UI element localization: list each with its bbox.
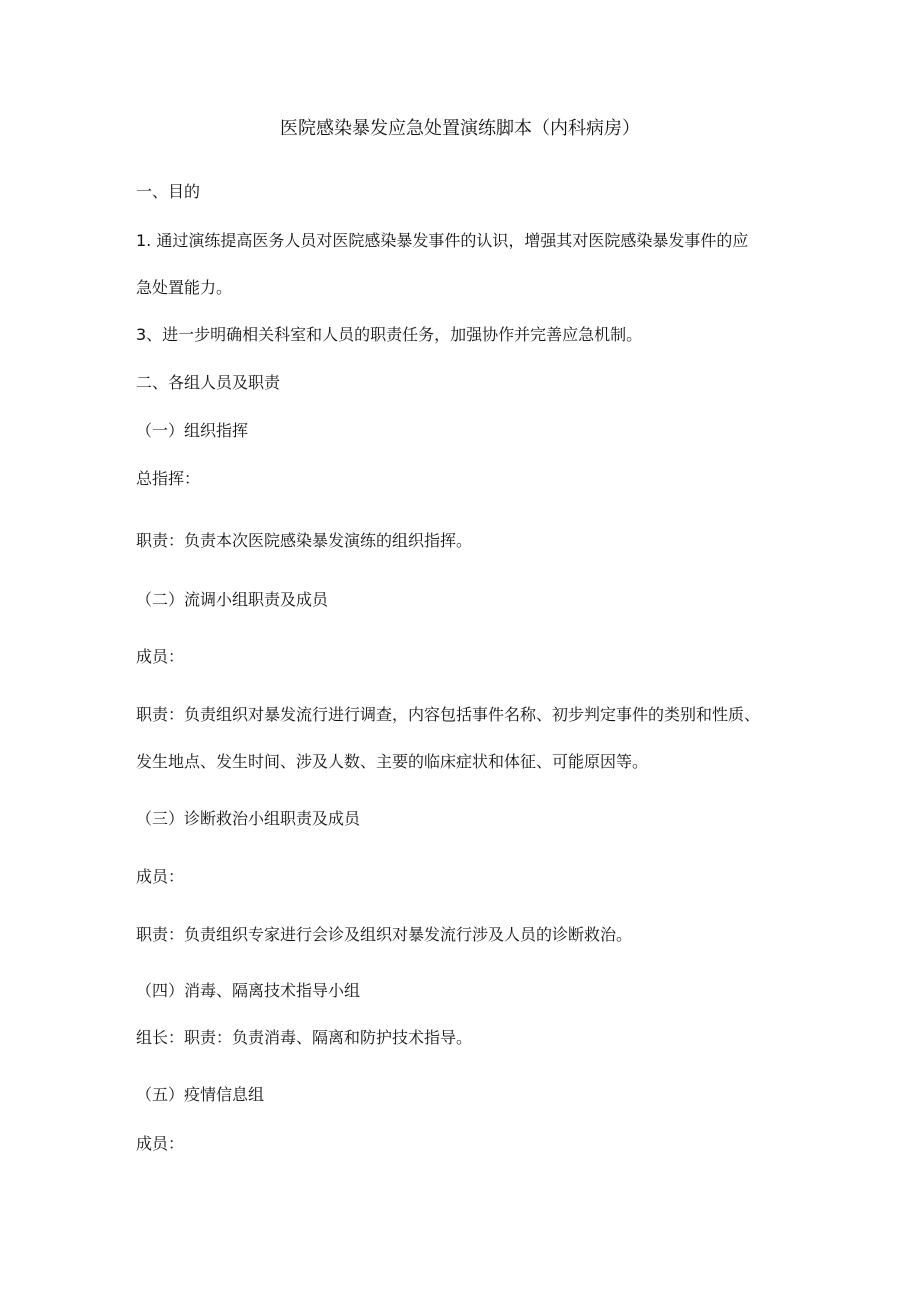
subsection-heading: （一）组织指挥 [136,421,249,440]
paragraph-line: 职责：负责组织对暴发流行进行调查，内容包括事件名称、初步判定事件的类别和性质、 [136,705,761,724]
paragraph-line: 职责：负责本次医院感染暴发演练的组织指挥。 [136,531,473,550]
subsection-heading: （二）流调小组职责及成员 [136,590,329,609]
subsection-heading: （三）诊断救治小组职责及成员 [136,809,361,828]
section-heading-purpose: 一、目的 [136,182,201,201]
paragraph-line: 急处置能力。 [136,278,233,297]
subsection-heading: （四）消毒、隔离技术指导小组 [136,981,361,1000]
paragraph-line: 3、进一步明确相关科室和人员的职责任务，加强协作并完善应急机制。 [136,325,643,344]
paragraph-line: 组长：职责：负责消毒、隔离和防护技术指导。 [136,1028,473,1047]
paragraph-line: 成员： [136,867,185,886]
document-title: 医院感染暴发应急处置演练脚本（内科病房） [280,118,640,139]
paragraph-line: 总指挥： [136,469,201,488]
section-heading-roles: 二、各组人员及职责 [136,373,281,392]
paragraph-line: 发生地点、发生时间、涉及人数、主要的临床症状和体征、可能原因等。 [136,752,649,771]
paragraph-line: 1. 通过演练提高医务人员对医院感染暴发事件的认识，增强其对医院感染暴发事件的应 [136,231,749,250]
paragraph-line: 职责：负责组织专家进行会诊及组织对暴发流行涉及人员的诊断救治。 [136,925,633,944]
subsection-heading: （五）疫情信息组 [136,1085,265,1104]
paragraph-line: 成员： [136,1134,185,1153]
paragraph-line: 成员： [136,647,185,666]
